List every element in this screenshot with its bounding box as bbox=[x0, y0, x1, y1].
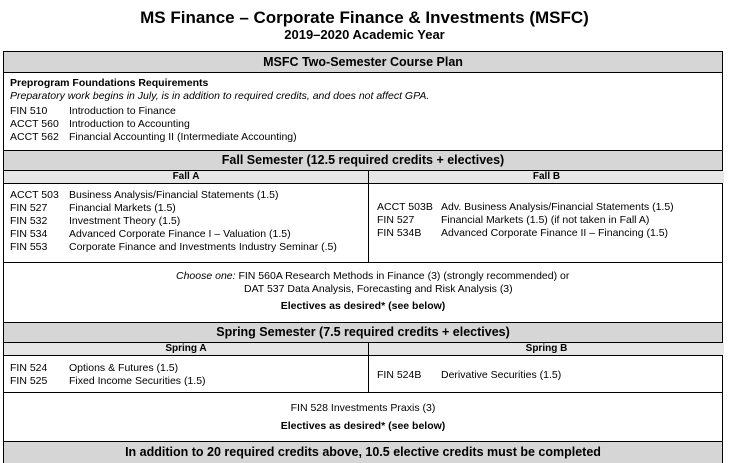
course-name: Business Analysis/Financial Statements (1.5) bbox=[69, 189, 279, 201]
course-name: Options & Futures (1.5) bbox=[69, 362, 179, 374]
fall-electives: Electives as desired* (see below) bbox=[280, 300, 446, 312]
choose-option-1: FIN 560A Research Methods in Finance (3) (strongly recommended) or bbox=[238, 270, 570, 282]
course-code: FIN 524 bbox=[10, 362, 48, 374]
course-code: ACCT 503B bbox=[377, 201, 433, 213]
academic-year: 2019–2020 Academic Year bbox=[284, 27, 445, 42]
preprogram-note: Preparatory work begins in July, is in addition to required credits, and does not affect GPA. bbox=[10, 90, 430, 102]
course-code: FIN 527 bbox=[377, 214, 415, 226]
course-code: ACCT 562 bbox=[10, 131, 59, 143]
spring-a-label: Spring A bbox=[165, 343, 207, 354]
course-name: Advanced Corporate Finance I – Valuation (1.5) bbox=[69, 228, 291, 240]
course-name: Introduction to Accounting bbox=[69, 118, 190, 130]
course-code: FIN 553 bbox=[10, 241, 48, 253]
spring-electives: Electives as desired* (see below) bbox=[280, 420, 446, 432]
fall-b-header bbox=[369, 171, 724, 183]
fall-b-label: Fall B bbox=[532, 171, 561, 182]
footer-note: In addition to 20 required credits above, 10.5 elective credits must be completed bbox=[125, 445, 601, 459]
course-code: FIN 527 bbox=[10, 202, 48, 214]
spring-semester-bar bbox=[4, 323, 722, 342]
document-title: MS Finance – Corporate Finance & Investments (MSFC) bbox=[140, 8, 589, 27]
spring-a-header bbox=[4, 343, 368, 355]
footer-bar bbox=[4, 442, 722, 463]
course-code: ACCT 560 bbox=[10, 118, 59, 130]
course-code: FIN 510 bbox=[10, 105, 48, 117]
fall-a-label: Fall A bbox=[172, 171, 200, 182]
course-code: FIN 525 bbox=[10, 375, 48, 387]
course-code: FIN 524B bbox=[377, 369, 422, 381]
fall-semester-bar bbox=[4, 151, 722, 170]
course-name: Derivative Securities (1.5) bbox=[441, 369, 562, 381]
fall-semester-heading: Fall Semester (12.5 required credits + electives) bbox=[221, 153, 505, 167]
plan-title: MSFC Two-Semester Course Plan bbox=[263, 55, 463, 69]
course-name: Introduction to Finance bbox=[69, 105, 176, 117]
course-name: Corporate Finance and Investments Industry Seminar (.5) bbox=[69, 241, 337, 253]
course-code: FIN 534 bbox=[10, 228, 48, 240]
preprogram-heading: Preprogram Foundations Requirements bbox=[10, 77, 209, 89]
course-name: Financial Markets (1.5) (if not taken in Fall A) bbox=[441, 214, 650, 226]
spring-b-label: Spring B bbox=[525, 343, 568, 354]
course-code: ACCT 503 bbox=[10, 189, 59, 201]
spring-semester-heading: Spring Semester (7.5 required credits + electives) bbox=[216, 325, 510, 339]
praxis-course: FIN 528 Investments Praxis (3) bbox=[290, 402, 436, 414]
plan-title-bar bbox=[4, 52, 722, 72]
course-name: Fixed Income Securities (1.5) bbox=[69, 375, 206, 387]
fall-a-header bbox=[4, 171, 368, 183]
course-plan-table bbox=[3, 51, 723, 463]
choose-line-1 bbox=[176, 270, 569, 283]
course-name: Advanced Corporate Finance II – Financing (1.5) bbox=[441, 227, 669, 239]
course-code: FIN 534B bbox=[377, 227, 422, 239]
course-name: Financial Markets (1.5) bbox=[69, 202, 176, 214]
choose-option-2: DAT 537 Data Analysis, Forecasting and Risk Analysis (3) bbox=[244, 283, 513, 295]
course-name: Adv. Business Analysis/Financial Statements (1.5) bbox=[441, 201, 674, 213]
choose-label: Choose one: bbox=[176, 270, 236, 282]
spring-b-header bbox=[369, 343, 724, 355]
course-name: Financial Accounting II (Intermediate Accounting) bbox=[69, 131, 297, 143]
course-code: FIN 532 bbox=[10, 215, 48, 227]
course-name: Investment Theory (1.5) bbox=[69, 215, 181, 227]
